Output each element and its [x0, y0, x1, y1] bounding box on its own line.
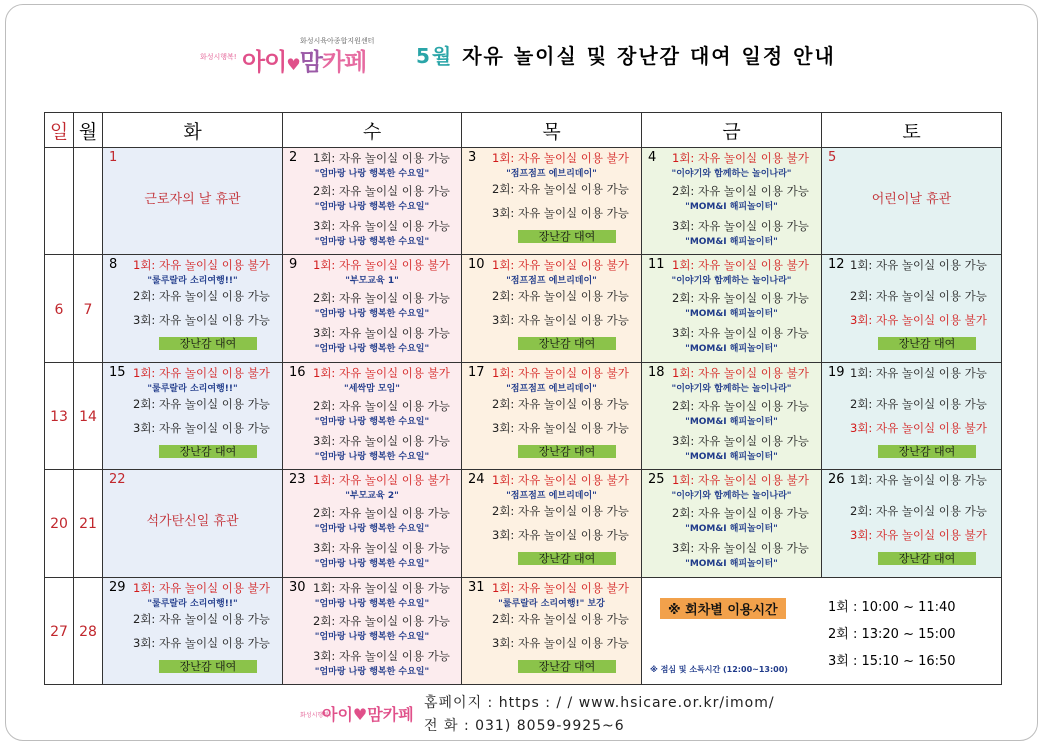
session-1-status: 1회: 자유 놀이실 이용 불가 — [492, 258, 629, 273]
session-2-status: 2회: 자유 놀이실 이용 가능 — [492, 289, 629, 304]
day-number: 30 — [289, 579, 306, 595]
day-cell-fri — [642, 470, 822, 577]
toy-rental-badge: 장난감 대여 — [518, 230, 616, 243]
day-cell-sat — [822, 255, 1002, 362]
session-2-status: 2회: 자유 놀이실 이용 가능 — [313, 184, 450, 198]
session-2-status: 2회: 자유 놀이실 이용 가능 — [850, 396, 987, 411]
day-cell-sat — [822, 470, 1002, 577]
session-1-program: "점프점프 에브리데이" — [506, 276, 597, 287]
heart-icon: ♥ — [286, 55, 300, 74]
holiday-notice: 근로자의 날 휴관 — [144, 192, 241, 207]
session-2-program: "엄마랑 나랑 행복한 수요일" — [314, 202, 430, 212]
phone-number: 전 화 : 031) 8059-9925~6 — [424, 718, 625, 734]
session-1-program: "부모교육 1" — [345, 276, 399, 287]
day-number: 9 — [289, 257, 298, 273]
session-1-status: 1회: 자유 놀이실 이용 가능 — [850, 473, 987, 488]
day-cell-mon — [74, 255, 103, 362]
week-row — [45, 148, 1002, 255]
session-3-status: 3회: 자유 놀이실 이용 불가 — [850, 313, 987, 328]
usage-time-label: ※ 회차별 이용시간 — [660, 598, 786, 619]
session-3-status: 3회: 자유 놀이실 이용 불가 — [850, 420, 987, 435]
header — [0, 28, 1045, 78]
session-2-status: 2회: 자유 놀이실 이용 가능 — [672, 506, 809, 521]
session-1-status: 1회: 자유 놀이실 이용 불가 — [313, 473, 450, 488]
day-number: 6 — [54, 301, 64, 318]
session-2-status: 2회: 자유 놀이실 이용 가능 — [133, 289, 270, 304]
day-number: 29 — [109, 579, 126, 595]
day-cell-mon — [74, 577, 103, 684]
session-2-program: "MOM&I 해피놀이터" — [685, 309, 778, 320]
toy-rental-badge: 장난감 대여 — [159, 337, 257, 350]
session-1-status: 1회: 자유 놀이실 이용 불가 — [133, 365, 270, 380]
toy-rental-badge: 장난감 대여 — [518, 337, 616, 350]
session-2-status: 2회: 자유 놀이실 이용 가능 — [672, 291, 809, 306]
session-3-status: 3회: 자유 놀이실 이용 가능 — [133, 313, 270, 328]
aimom-cafe-logo — [200, 36, 400, 76]
homepage-link[interactable]: 홈페이지 : https : / / www.hsicare.or.kr/imom/ — [424, 695, 775, 711]
day-number: 27 — [50, 623, 68, 640]
session-3-status: 3회: 자유 놀이실 이용 가능 — [133, 635, 270, 650]
day-cell-sun — [45, 255, 74, 362]
day-cell-sat — [822, 148, 1002, 255]
day-cell-fri — [642, 255, 822, 362]
session-3-status: 3회: 자유 놀이실 이용 가능 — [313, 541, 450, 556]
footer — [0, 690, 1045, 740]
toy-rental-badge: 장난감 대여 — [518, 660, 616, 673]
week-row — [45, 255, 1002, 362]
lunch-disinfection-note: ※ 점심 및 소독시간 (12:00~13:00) — [650, 664, 788, 674]
session-1-status: 1회: 자유 놀이실 이용 불가 — [313, 365, 450, 380]
session-2-status: 2회: 자유 놀이실 이용 가능 — [850, 504, 987, 519]
day-cell-mon — [74, 362, 103, 469]
day-number: 3 — [468, 150, 477, 165]
day-cell-wed — [283, 148, 462, 255]
day-cell-wed — [283, 577, 462, 684]
session-1-program: "세싹맘 모임" — [344, 383, 400, 394]
footer-logo-a: 아이 — [322, 705, 353, 724]
day-cell-mon — [74, 470, 103, 577]
day-cell-wed — [283, 470, 462, 577]
session-1-status: 1회: 자유 놀이실 이용 불가 — [492, 365, 629, 380]
session-2-status: 2회: 자유 놀이실 이용 가능 — [672, 398, 809, 413]
weekday-mon: 월 — [74, 113, 103, 148]
day-cell-tue — [103, 577, 283, 684]
day-cell-tue — [103, 362, 283, 469]
session-2-program: "엄마랑 나랑 행복한 수요일" — [314, 524, 430, 535]
session-3-program: "MOM&I 해피놀이터" — [685, 451, 778, 462]
session-1-status: 1회: 자유 놀이실 이용 불가 — [672, 258, 809, 273]
session-2-status: 2회: 자유 놀이실 이용 가능 — [133, 396, 270, 411]
session-1-program: "점프점프 에브리데이" — [506, 383, 597, 394]
toy-rental-badge: 장난감 대여 — [518, 445, 616, 458]
session-1-program: "점프점프 에브리데이" — [506, 169, 597, 179]
session-2-status: 2회: 자유 놀이실 이용 가능 — [850, 289, 987, 304]
session-3-status: 3회: 자유 놀이실 이용 불가 — [850, 528, 987, 543]
session-2-status: 2회: 자유 놀이실 이용 가능 — [492, 504, 629, 519]
day-number: 12 — [828, 257, 845, 273]
session-2-status: 2회: 자유 놀이실 이용 가능 — [672, 184, 809, 198]
day-cell-sun — [45, 362, 74, 469]
session-1-program: "이야기와 함께하는 놀이나라" — [671, 276, 792, 287]
day-cell-fri — [642, 577, 1002, 684]
session-2-status: 2회: 자유 놀이실 이용 가능 — [492, 182, 629, 196]
day-cell-sun — [45, 577, 74, 684]
day-number: 23 — [289, 472, 306, 488]
session-1-program: "룰루랄라 소리여행!!" — [147, 383, 238, 394]
session-3-program: "엄마랑 나랑 행복한 수요일" — [314, 451, 430, 462]
weekday-sat: 토 — [822, 113, 1002, 148]
day-cell-sun — [45, 148, 74, 255]
weekday-thu: 목 — [462, 113, 642, 148]
day-cell-thu — [462, 577, 642, 684]
session-2-status: 2회: 자유 놀이실 이용 가능 — [492, 611, 629, 626]
session-1-program: "룰루랄라 소리여행!!" — [147, 276, 238, 287]
session-2-time: 2회 : 13:20 ~ 15:00 — [828, 626, 956, 642]
session-3-program: "MOM&I 해피놀이터" — [685, 344, 778, 355]
footer-logo-b: 맘 — [367, 705, 383, 724]
day-cell-thu — [462, 255, 642, 362]
session-3-program: "엄마랑 나랑 행복한 수요일" — [314, 559, 430, 570]
day-number: 21 — [79, 516, 97, 533]
session-3-status: 3회: 자유 놀이실 이용 가능 — [313, 433, 450, 448]
session-3-program: "MOM&I 해피놀이터" — [685, 237, 778, 247]
day-cell-tue — [103, 148, 283, 255]
session-3-status: 3회: 자유 놀이실 이용 가능 — [133, 420, 270, 435]
session-3-status: 3회: 자유 놀이실 이용 가능 — [313, 219, 450, 233]
footer-logo-main — [322, 702, 414, 725]
session-2-status: 2회: 자유 놀이실 이용 가능 — [313, 613, 450, 628]
toy-rental-badge: 장난감 대여 — [878, 445, 976, 458]
session-2-program: "엄마랑 나랑 행복한 수요일" — [314, 416, 430, 427]
day-number: 10 — [468, 257, 485, 273]
day-number: 2 — [289, 150, 298, 165]
toy-rental-badge: 장난감 대여 — [878, 552, 976, 565]
day-number: 17 — [468, 364, 485, 380]
session-1-time: 1회 : 10:00 ~ 11:40 — [828, 599, 956, 615]
session-1-status: 1회: 자유 놀이실 이용 가능 — [313, 151, 450, 165]
weekday-fri: 금 — [642, 113, 822, 148]
session-2-program: "엄마랑 나랑 행복한 수요일" — [314, 309, 430, 320]
day-number: 26 — [828, 472, 845, 488]
logo-slogan: 화성시행복! — [200, 53, 237, 61]
day-cell-thu — [462, 470, 642, 577]
day-cell-tue — [103, 470, 283, 577]
session-3-status: 3회: 자유 놀이실 이용 가능 — [313, 648, 450, 663]
title-text: 자유 놀이실 및 장난감 대여 일정 안내 — [462, 44, 836, 68]
day-number: 24 — [468, 472, 485, 488]
session-3-time: 3회 : 15:10 ~ 16:50 — [828, 653, 956, 669]
toy-rental-badge: 장난감 대여 — [159, 660, 257, 673]
session-3-status: 3회: 자유 놀이실 이용 가능 — [672, 219, 809, 233]
holiday-notice: 어린이날 휴관 — [871, 192, 952, 207]
day-cell-mon — [74, 148, 103, 255]
day-number: 20 — [50, 516, 68, 533]
session-3-program: "MOM&I 해피놀이터" — [685, 559, 778, 570]
day-cell-sun — [45, 470, 74, 577]
session-2-program: "MOM&I 해피놀이터" — [685, 524, 778, 535]
day-number: 5 — [828, 150, 837, 165]
session-1-status: 1회: 자유 놀이실 이용 불가 — [133, 258, 270, 273]
calendar-table — [44, 112, 1002, 685]
toy-rental-badge: 장난감 대여 — [159, 445, 257, 458]
session-1-status: 1회: 자유 놀이실 이용 가능 — [850, 365, 987, 380]
session-2-status: 2회: 자유 놀이실 이용 가능 — [313, 398, 450, 413]
session-1-program: "룰루랄라 소리여행!" 보강 — [498, 598, 605, 609]
weekday-sun: 일 — [45, 113, 74, 148]
session-2-status: 2회: 자유 놀이실 이용 가능 — [313, 291, 450, 306]
footer-logo — [300, 696, 420, 730]
page-title — [416, 40, 836, 69]
day-cell-fri — [642, 148, 822, 255]
day-number: 18 — [648, 364, 665, 380]
toy-rental-badge: 장난감 대여 — [878, 337, 976, 350]
session-1-program: "엄마랑 나랑 행복한 수요일" — [314, 598, 430, 609]
session-2-program: "엄마랑 나랑 행복한 수요일" — [314, 631, 430, 642]
session-1-status: 1회: 자유 놀이실 이용 불가 — [672, 151, 809, 165]
session-1-program: "부모교육 2" — [345, 491, 399, 502]
holiday-notice: 석가탄신일 휴관 — [146, 514, 239, 530]
weekday-wed: 수 — [283, 113, 462, 148]
session-2-program: "MOM&I 해피놀이터" — [685, 202, 778, 212]
session-1-status: 1회: 자유 놀이실 이용 가능 — [850, 258, 987, 273]
logo-main-a: 아이 — [242, 48, 287, 76]
day-number: 8 — [109, 257, 118, 273]
session-1-program: "이야기와 함께하는 놀이나라" — [671, 491, 792, 502]
session-3-status: 3회: 자유 놀이실 이용 가능 — [672, 326, 809, 341]
session-1-status: 1회: 자유 놀이실 이용 불가 — [313, 258, 450, 273]
session-2-status: 2회: 자유 놀이실 이용 가능 — [313, 506, 450, 521]
weekday-header-row — [45, 113, 1002, 148]
session-2-program: "MOM&I 해피놀이터" — [685, 416, 778, 427]
session-1-program: "엄마랑 나랑 행복한 수요일" — [314, 169, 430, 179]
day-number: 25 — [648, 472, 665, 488]
session-1-status: 1회: 자유 놀이실 이용 불가 — [492, 580, 629, 595]
week-row — [45, 470, 1002, 577]
week-row — [45, 362, 1002, 469]
footer-logo-slogan: 화성시행복! — [300, 712, 332, 719]
logo-main — [242, 42, 366, 77]
title-month: 5월 — [416, 44, 454, 68]
session-3-status: 3회: 자유 놀이실 이용 가능 — [672, 433, 809, 448]
day-number: 22 — [109, 472, 126, 488]
toy-rental-badge: 장난감 대여 — [518, 552, 616, 565]
week-row — [45, 577, 1002, 684]
day-cell-tue — [103, 255, 283, 362]
session-1-program: "점프점프 에브리데이" — [506, 491, 597, 502]
day-number: 19 — [828, 364, 845, 380]
session-3-status: 3회: 자유 놀이실 이용 가능 — [492, 206, 629, 220]
day-number: 31 — [468, 579, 485, 595]
session-1-program: "이야기와 함께하는 놀이나라" — [671, 169, 792, 179]
session-1-status: 1회: 자유 놀이실 이용 불가 — [492, 151, 629, 165]
day-number: 16 — [289, 364, 306, 380]
day-number: 28 — [79, 623, 97, 640]
session-3-status: 3회: 자유 놀이실 이용 가능 — [492, 420, 629, 435]
heart-icon: ♥ — [352, 705, 368, 724]
day-cell-wed — [283, 255, 462, 362]
day-number: 4 — [648, 150, 657, 165]
session-1-status: 1회: 자유 놀이실 이용 가능 — [313, 580, 450, 595]
session-3-program: "엄마랑 나랑 행복한 수요일" — [314, 344, 430, 355]
day-number: 14 — [79, 408, 97, 425]
day-number: 7 — [83, 301, 93, 318]
day-cell-sat — [822, 362, 1002, 469]
session-1-program: "룰루랄라 소리여행!!" — [147, 598, 238, 609]
weekday-tue: 화 — [103, 113, 283, 148]
logo-main-c: 카페 — [321, 48, 367, 76]
session-1-status: 1회: 자유 놀이실 이용 불가 — [133, 580, 270, 595]
session-3-status: 3회: 자유 놀이실 이용 가능 — [672, 541, 809, 556]
session-1-program: "이야기와 함께하는 놀이나라" — [671, 383, 792, 394]
day-number: 13 — [50, 408, 68, 425]
session-3-status: 3회: 자유 놀이실 이용 가능 — [492, 313, 629, 328]
session-1-status: 1회: 자유 놀이실 이용 불가 — [672, 365, 809, 380]
day-number: 1 — [109, 150, 118, 165]
session-3-status: 3회: 자유 놀이실 이용 가능 — [492, 528, 629, 543]
session-2-status: 2회: 자유 놀이실 이용 가능 — [492, 396, 629, 411]
session-3-program: "엄마랑 나랑 행복한 수요일" — [314, 237, 430, 247]
logo-sub-text: 화성시육아종합지원센터 — [300, 37, 375, 45]
session-3-status: 3회: 자유 놀이실 이용 가능 — [313, 326, 450, 341]
session-2-status: 2회: 자유 놀이실 이용 가능 — [133, 611, 270, 626]
footer-logo-c: 카페 — [382, 705, 414, 724]
session-1-status: 1회: 자유 놀이실 이용 불가 — [492, 473, 629, 488]
logo-main-b: 맘 — [299, 48, 322, 76]
session-1-status: 1회: 자유 놀이실 이용 불가 — [672, 473, 809, 488]
day-cell-wed — [283, 362, 462, 469]
session-3-program: "엄마랑 나랑 행복한 수요일" — [314, 666, 430, 677]
day-number: 11 — [648, 257, 665, 273]
day-cell-thu — [462, 362, 642, 469]
day-cell-thu — [462, 148, 642, 255]
day-number: 15 — [109, 364, 126, 380]
day-cell-fri — [642, 362, 822, 469]
session-3-status: 3회: 자유 놀이실 이용 가능 — [492, 635, 629, 650]
